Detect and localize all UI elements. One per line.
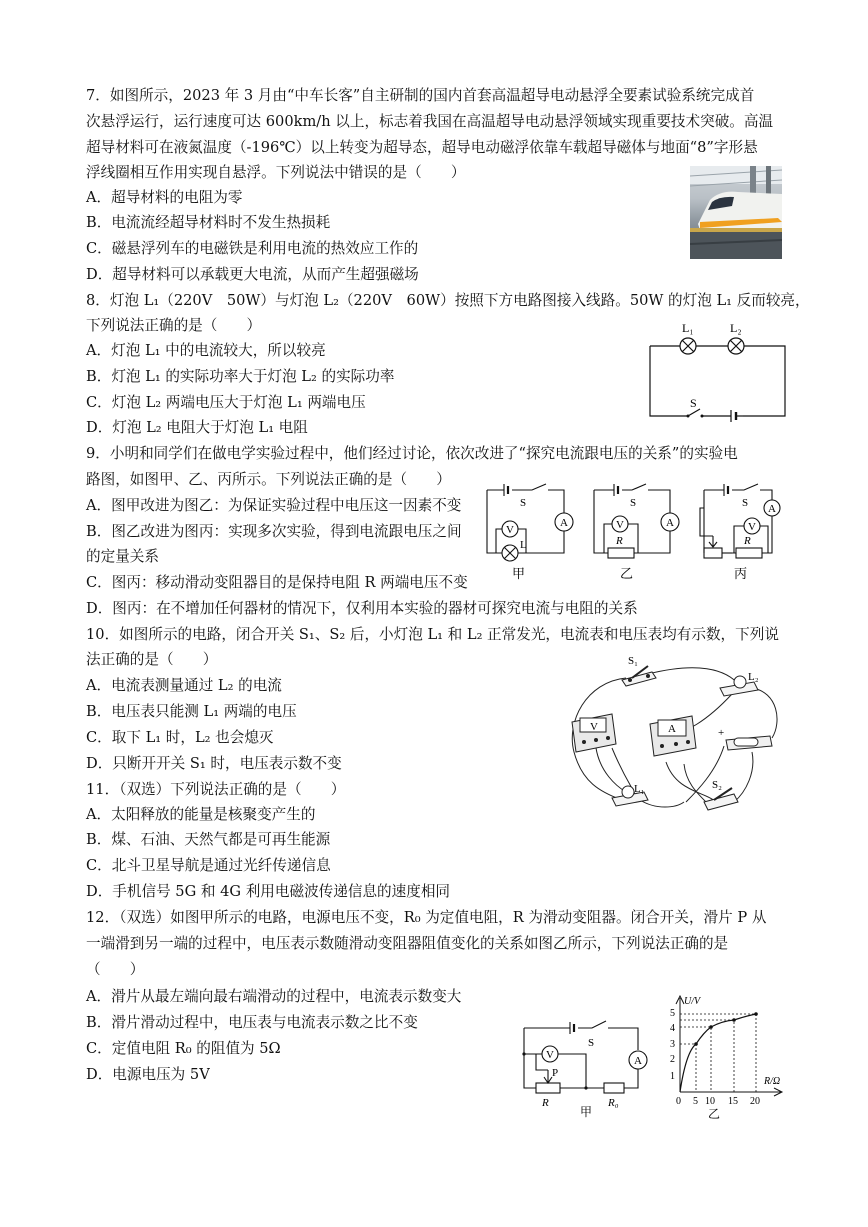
q9-bing-r: R (744, 535, 751, 547)
battery-component (726, 736, 772, 750)
q9-label-jia: 甲 (512, 566, 526, 581)
q8-label-s: S (690, 396, 697, 410)
q12-option-d: D．电源电压为 5V (86, 1066, 210, 1083)
q12-graph-ylabel: U/V (684, 996, 701, 1007)
q7-option-b: B．电流流经超导材料时不发生热损耗 (86, 214, 331, 231)
q10-line-1: 10．如图所示的电路，闭合开关 S₁、S₂ 后，小灯泡 L₁ 和 L₂ 正常发光，电流表和电压表均有示数，下列说 (86, 626, 779, 643)
q12-ytick-5: 5 (670, 1008, 675, 1019)
q10-label-a: A (668, 723, 676, 735)
q12-label-jia: 甲 (580, 1105, 593, 1118)
q12-option-c: C．定值电阻 R₀ 的阻值为 5Ω (86, 1040, 281, 1057)
q8-line-2: 下列说法正确的是（ ） (86, 317, 262, 334)
q9-label-bing: 丙 (734, 566, 748, 581)
q11-option-a: A．太阳释放的能量是核聚变产生的 (86, 806, 316, 823)
q9-circuit-diagrams (482, 478, 792, 586)
q9-jia-v: V (506, 524, 514, 536)
q9-line-1: 9．小明和同学们在做电学实验过程中，他们经过讨论，依次改进了“探究电流跟电压的关系”的实验电 (86, 445, 738, 462)
q10-label-s2: S₂ (712, 779, 722, 791)
q12-jia-r0: R₀ (608, 1097, 619, 1109)
q10-option-a: A．电流表测量通过 L₂ 的电流 (86, 677, 282, 694)
q10-wiring-diagram (556, 652, 786, 818)
q12-jia-a: A (634, 1055, 642, 1067)
q9-yi-r: R (616, 535, 623, 547)
q9-option-d: D．图丙：在不增加任何器材的情况下，仅利用本实验的器材可探究电流与电阻的关系 (86, 600, 638, 617)
q12-label-yi: 乙 (708, 1107, 721, 1120)
q9-bing-a: A (768, 503, 776, 515)
q12-ytick-1: 1 (670, 1071, 675, 1082)
q8-label-l1: L₁ (682, 321, 694, 335)
q8-circuit-diagram (640, 318, 790, 422)
q12-circuit-jia (516, 1012, 658, 1118)
q9-yi-a: A (666, 517, 674, 529)
q12-graph-yi (660, 992, 790, 1120)
q12-jia-r: R (542, 1097, 549, 1109)
q12-option-a: A．滑片从最左端向最右端滑动的过程中，电流表示数变大 (86, 988, 462, 1005)
q9-option-b-cont: 的定量关系 (86, 548, 159, 565)
q9-bing-s: S (742, 497, 749, 509)
q8-option-d: D．灯泡 L₂ 电阻大于灯泡 L₁ 电阻 (86, 419, 308, 436)
q7-option-a: A．超导材料的电阻为零 (86, 189, 243, 206)
q12-ytick-3: 3 (670, 1039, 675, 1050)
q12-jia-v: V (546, 1049, 554, 1061)
q12-jia-p: P (552, 1067, 559, 1079)
q12-xtick-10: 10 (705, 1096, 715, 1107)
s1-switch-component (622, 666, 656, 686)
q11-line-1: 11．（双选）下列说法正确的是（ ） (86, 781, 346, 798)
q12-line-2: 一端滑到另一端的过程中，电压表示数随滑动变阻器阻值变化的关系如图乙所示，下列说法正确的是 (86, 935, 729, 952)
q8-line-1: 8．灯泡 L₁（220V 50W）与灯泡 L₂（220V 60W）按照下方电路图接入线路。50W 的灯泡 L₁ 反而较亮， (86, 292, 810, 309)
q10-label-l1: L₁ (634, 783, 645, 795)
ammeter-component (650, 716, 696, 756)
q9-option-b: B．图乙改进为图丙：实现多次实验，得到电流跟电压之间 (86, 523, 462, 540)
q9-option-a: A．图甲改进为图乙：为保证实验过程中电压这一因素不变 (86, 497, 462, 514)
q10-option-c: C．取下 L₁ 时，L₂ 也会熄灭 (86, 729, 274, 746)
q7-option-c: C．磁悬浮列车的电磁铁是利用电流的热效应工作的 (86, 240, 419, 257)
q12-line-3: （ ） (86, 961, 145, 978)
q7-line-2: 次悬浮运行，运行速度可达 600km/h 以上，标志着我国在高温超导电动悬浮领域实现重要技术突破。高温 (86, 113, 774, 130)
q12-xtick-15: 15 (728, 1096, 738, 1107)
q12-xtick-0: 0 (676, 1096, 681, 1107)
q8-option-b: B．灯泡 L₁ 的实际功率大于灯泡 L₂ 的实际功率 (86, 368, 395, 385)
q11-option-d: D．手机信号 5G 和 4G 利用电磁波传递信息的速度相同 (86, 883, 451, 900)
q12-ytick-4: 4 (670, 1023, 675, 1034)
q9-line-2: 路图，如图甲、乙、丙所示。下列说法正确的是（ ） (86, 471, 451, 488)
q12-graph-xlabel: R/Ω (764, 1076, 781, 1087)
s2-switch-component (704, 788, 738, 810)
q10-label-v: V (590, 721, 598, 733)
q9-option-c: C．图丙：移动滑动变阻器目的是保持电阻 R 两端电压不变 (86, 574, 468, 591)
q7-line-3: 超导材料可在液氮温度（-196℃）以上转变为超导态，超导电动磁浮依靠车载超导磁体与地面“8”字形悬 (86, 139, 758, 156)
maglev-train-photo (690, 166, 782, 259)
q9-jia-s: S (520, 497, 527, 509)
q11-option-b: B．煤、石油、天然气都是可再生能源 (86, 831, 331, 848)
q11-option-c: C．北斗卫星导航是通过光纤传递信息 (86, 857, 331, 874)
q9-label-yi: 乙 (620, 566, 634, 581)
q9-jia-l: L (520, 539, 527, 551)
q10-line-2: 法正确的是（ ） (86, 651, 218, 668)
q8-option-a: A．灯泡 L₁ 中的电流较大，所以较亮 (86, 342, 326, 359)
q12-jia-s: S (588, 1037, 595, 1049)
q9-bing-v: V (748, 521, 756, 533)
q12-xtick-20: 20 (750, 1096, 760, 1107)
q10-option-d: D．只断开开关 S₁ 时，电压表示数不变 (86, 755, 342, 772)
q12-line-1: 12．（双选）如图甲所示的电路，电源电压不变，R₀ 为定值电阻，R 为滑动变阻器。闭合开关，滑片 P 从 (86, 909, 767, 926)
q7-option-d: D．超导材料可以承载更大电流，从而产生超强磁场 (86, 266, 419, 283)
q10-option-b: B．电压表只能测 L₁ 两端的电压 (86, 703, 297, 720)
q10-label-l2: L₂ (748, 671, 759, 683)
q7-line-1: 7．如图所示，2023 年 3 月由“中车长客”自主研制的国内首套高温超导电动悬浮全要素试验系统完成首 (86, 87, 755, 104)
q7-line-4: 浮线圈相互作用实现自悬浮。下列说法中错误的是（ ） (86, 164, 466, 181)
q8-option-c: C．灯泡 L₂ 两端电压大于灯泡 L₁ 两端电压 (86, 394, 366, 411)
q9-jia-a: A (560, 517, 568, 529)
voltmeter-component (572, 714, 616, 752)
q10-label-s1: S₁ (628, 655, 638, 667)
q12-option-b: B．滑片滑动过程中，电压表与电流表示数之比不变 (86, 1014, 418, 1031)
q12-ytick-2: 2 (670, 1054, 675, 1065)
q12-xtick-5: 5 (693, 1096, 698, 1107)
q10-label-plus: + (718, 727, 725, 739)
q9-yi-s: S (630, 497, 637, 509)
q9-yi-v: V (616, 519, 624, 531)
q8-label-l2: L₂ (730, 321, 742, 335)
